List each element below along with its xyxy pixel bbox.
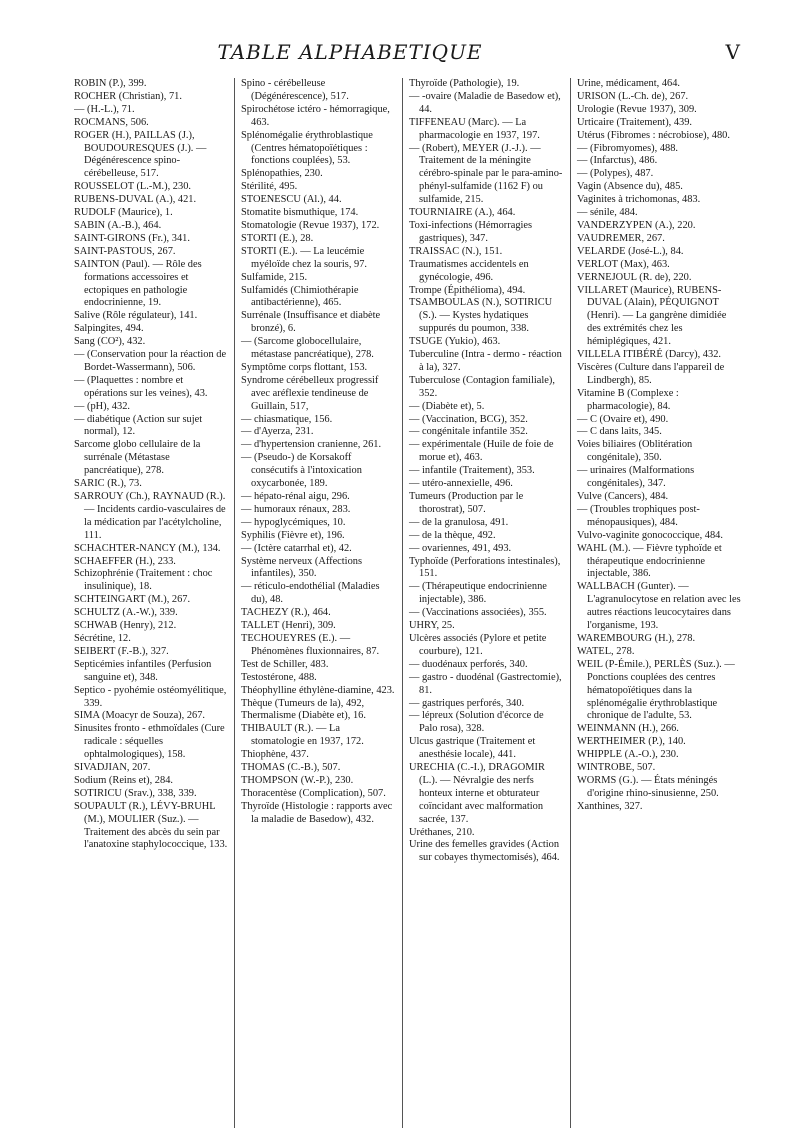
- index-entry: TSUGE (Yukio), 463.: [409, 336, 501, 348]
- index-entry: — de la thèque, 492.: [409, 529, 496, 541]
- index-entry: — (Troubles trophiques post-ménopausiques), 484.: [577, 503, 700, 528]
- index-entry: VILLARET (Maurice), RUBENS-DUVAL (Alain), PÉQUIGNOT (Henri). — La gangrène dimidiée des extrémités chez les hémiplégiques, 421.: [577, 284, 727, 348]
- index-entry: VANDERZYPEN (A.), 220.: [577, 219, 696, 231]
- index-entry: STORTI (E.), 28.: [241, 232, 314, 244]
- index-entry: Voies biliaires (Oblitération congénitale), 350.: [577, 439, 693, 464]
- index-entry: — chiasmatique, 156.: [241, 413, 333, 425]
- index-entry: SCHTEINGART (M.), 267.: [74, 594, 191, 606]
- index-entry: — ovariennes, 491, 493.: [409, 542, 512, 554]
- index-entry: Sarcome globo cellulaire de la surrénale (Métastase pancréatique), 278.: [74, 439, 201, 477]
- index-entry: — sénile, 484.: [577, 207, 638, 219]
- index-entry: THOMAS (C.-B.), 507.: [241, 762, 341, 774]
- index-entry: Tumeurs (Production par le thorostrat), 507.: [409, 491, 524, 515]
- index-entry: Traumatismes accidentels en gynécologie, 496.: [409, 258, 529, 283]
- index-entry: Ulcères associés (Pylore et petite courbure), 121.: [409, 632, 547, 657]
- index-entry: — hypoglycémiques, 10.: [241, 516, 346, 528]
- index-entry: Viscères (Culture dans l'appareil de Lindbergh), 85.: [577, 361, 725, 386]
- index-entry: Utérus (Fibromes : nécrobiose), 480.: [577, 129, 730, 141]
- index-entry: — (Diabète et), 5.: [409, 400, 485, 412]
- index-entry: SOUPAULT (R.), LÉVY-BRUHL (M.), MOULIER (Suz.). — Traitement des abcès du sein par l'anatoxine staphylococcique, 133.: [74, 800, 228, 851]
- index-entry: — (Robert), MEYER (J.-J.). — Traitement de la méningite cérébro-spinale par le para-amino-phényl-sulfamide (1162 F) ou sulfamide, 215.: [409, 142, 563, 206]
- index-entry: Symptôme corps flottant, 153.: [241, 361, 368, 373]
- index-entry: — C dans laits, 345.: [577, 426, 662, 438]
- index-entry: — (Pseudo-) de Korsakoff consécutifs à l'intoxication oxycarbonée, 189.: [241, 452, 362, 490]
- index-entry: SAINTON (Paul). — Rôle des formations accessoires et ectopiques en pathologie endocrinienne, 19.: [74, 258, 202, 309]
- index-entry: SOTIRICU (Srav.), 338, 339.: [74, 787, 197, 799]
- index-entry: Toxi-infections (Hémorragies gastriques), 347.: [409, 219, 533, 244]
- index-entry: — (Vaccination, BCG), 352.: [409, 413, 528, 425]
- index-entry: Tuberculine (Intra - dermo - réaction à la), 327.: [409, 349, 562, 373]
- index-entry: WAREMBOURG (H.), 278.: [577, 632, 696, 644]
- index-entry: SARROUY (Ch.), RAYNAUD (R.). — Incidents cardio-vasculaires de la médication par l'acétylcholine, 111.: [74, 491, 226, 541]
- index-entry: SCHAEFFER (H.), 233.: [74, 555, 176, 567]
- index-entry: Vulve (Cancers), 484.: [577, 491, 669, 502]
- index-entry: — duodénaux perforés, 340.: [409, 658, 528, 670]
- index-entry: Tuberculose (Contagion familiale), 352.: [409, 374, 555, 399]
- index-entry: — d'hypertension cranienne, 261.: [241, 439, 382, 451]
- index-entry: — urinaires (Malformations congénitales), 347.: [577, 465, 695, 490]
- index-entry: Typhoïde (Perforations intestinales), 151.: [409, 555, 561, 580]
- index-entry: Splénomégalie érythroblastique (Centres hématopoïétiques : fonctions couplées), 53.: [241, 129, 373, 167]
- index-entry: Uréthanes, 210.: [409, 826, 475, 838]
- index-entry: — (Thérapeutique endocrinienne injectable), 386.: [409, 581, 547, 606]
- index-entry: Stérilité, 495.: [241, 181, 298, 193]
- index-entry: Splénopathies, 230.: [241, 168, 323, 180]
- page-number: V: [725, 40, 740, 64]
- index-entry: Surrénale (Insuffisance et diabète bronzé), 6.: [241, 310, 381, 335]
- index-entry: Thoracentèse (Complication), 507.: [241, 787, 386, 799]
- index-entry: — gastro - duodénal (Gastrectomie), 81.: [409, 671, 562, 696]
- index-entry: SEIBERT (F.-B.), 327.: [74, 645, 169, 657]
- index-entry: THOMPSON (W.-P.), 230.: [241, 774, 354, 786]
- index-entry: TACHEZY (R.), 464.: [241, 607, 331, 619]
- index-entry: WORMS (G.). — États méningés d'origine rhino-sinusienne, 250.: [577, 774, 719, 799]
- index-entry: Stomatologie (Revue 1937), 172.: [241, 219, 380, 231]
- index-entry: ROBIN (P.), 399.: [74, 78, 147, 89]
- index-entry: Système nerveux (Affections infantiles), 350.: [241, 555, 362, 580]
- index-column-4: [570, 78, 742, 1128]
- index-entry: SIMA (Moacyr de Souza), 267.: [74, 710, 206, 722]
- index-entry: — lépreux (Solution d'écorce de Palo rosa), 328.: [409, 710, 544, 735]
- index-entry: URECHIA (C.-I.), DRAGOMIR (L.). — Névralgie des nerfs honteux interne et obturateur coïncidant avec malformation sacrée, 137.: [409, 762, 545, 825]
- index-entry: WEIL (P-Émile.), PERLÈS (Suz.). — Ponctions couplées des centres hématopoïétiques dans la splénomégalie érythroblastique chronique de l'adulte, 53.: [577, 658, 735, 722]
- index-entry: Xanthines, 327.: [577, 800, 643, 812]
- index-entry: — -ovaire (Maladie de Basedow et), 44.: [409, 90, 561, 115]
- index-entry: Syndrome cérébelleux progressif avec aréflexie tendineuse de Guillain, 517,: [241, 374, 379, 412]
- index-columns: [74, 78, 742, 1128]
- index-entry: Test de Schiller, 483.: [241, 658, 329, 670]
- index-entry: — de la granulosa, 491.: [409, 516, 509, 528]
- index-entry: Thermalisme (Diabète et), 16.: [241, 710, 366, 722]
- index-entry: Testostérone, 488.: [241, 671, 317, 683]
- index-entry: TALLET (Henri), 309.: [241, 620, 336, 632]
- index-entry: — C (Ovaire et), 490.: [577, 413, 669, 425]
- index-entry: Thiophène, 437.: [241, 749, 309, 761]
- index-entry: Sulfamide, 215.: [241, 271, 308, 283]
- index-entry: Sang (CO²), 432.: [74, 336, 146, 348]
- index-entry: RUDOLF (Maurice), 1.: [74, 207, 173, 219]
- index-entry: WATEL, 278.: [577, 645, 635, 657]
- index-entry: TRAISSAC (N.), 151.: [409, 245, 503, 257]
- index-entry: RUBENS-DUVAL (A.), 421.: [74, 194, 197, 206]
- index-entry: — congénitale infantile 352.: [409, 426, 528, 438]
- index-entry: — réticulo-endothélial (Maladies du), 48.: [241, 581, 380, 606]
- index-entry: Spirochétose ictéro - hémorragique, 463.: [241, 103, 390, 128]
- index-entry: STOENESCU (Al.), 44.: [241, 194, 342, 206]
- index-entry: TIFFENEAU (Marc). — La pharmacologie en 1937, 197.: [409, 116, 540, 141]
- index-entry: WERTHEIMER (P.), 140.: [577, 736, 686, 748]
- index-entry: Salive (Rôle régulateur), 141.: [74, 310, 198, 322]
- index-entry: TSAMBOULAS (N.), SOTIRICU (S.). — Kystes hydatiques suppurés du poumon, 338.: [409, 297, 553, 335]
- index-entry: SAINT-PASTOUS, 267.: [74, 245, 176, 257]
- index-entry: — (Vaccinations associées), 355.: [409, 607, 547, 619]
- index-entry: Salpingites, 494.: [74, 323, 144, 335]
- index-entry: Syphilis (Fièvre et), 196.: [241, 529, 345, 541]
- index-entry: — (Infarctus), 486.: [577, 155, 658, 167]
- index-entry: ROGER (H.), PAILLAS (J.), BOUDOURESQUES (J.). — Dégénérescence spino-cérébelleuse, 517.: [74, 129, 207, 180]
- index-entry: — humoraux rénaux, 283.: [241, 503, 351, 515]
- index-entry: STORTI (E.). — La leucémie myéloïde chez la souris, 97.: [241, 245, 367, 270]
- index-entry: Thyroïde (Pathologie), 19.: [409, 78, 520, 89]
- index-entry: Urologie (Revue 1937), 309.: [577, 103, 697, 115]
- index-column-1: [74, 78, 234, 1128]
- index-entry: Urticaire (Traitement), 439.: [577, 116, 693, 128]
- index-entry: — utéro-annexielle, 496.: [409, 478, 513, 490]
- index-entry: TOURNIAIRE (A.), 464.: [409, 207, 516, 219]
- index-entry: Thyroïde (Histologie : rapports avec la maladie de Basedow), 432.: [241, 800, 393, 825]
- index-entry: — (Plaquettes : nombre et opérations sur les veines), 43.: [74, 374, 208, 399]
- running-title: TABLE ALPHABETIQUE: [217, 40, 483, 64]
- index-entry: — (Ictère catarrhal et), 42.: [241, 542, 352, 554]
- index-entry: WEINMANN (H.), 266.: [577, 723, 679, 735]
- index-entry: ROCMANS, 506.: [74, 116, 149, 128]
- index-entry: — gastriques perforés, 340.: [409, 697, 525, 709]
- index-column-3: [402, 78, 570, 1128]
- index-entry: VILLELA ITIBÉRÉ (Darcy), 432.: [577, 349, 721, 361]
- index-entry: — expérimentale (Huile de foie de morue et), 463.: [409, 439, 554, 464]
- index-entry: — (Sarcome globocellulaire, métastase pancréatique), 278.: [241, 336, 374, 361]
- index-entry: — hépato-rénal aigu, 296.: [241, 491, 350, 502]
- index-entry: — (Conservation pour la réaction de Bordet-Wassermann), 506.: [74, 349, 227, 373]
- index-entry: Sinusites fronto - ethmoïdales (Cure radicale : séquelles ophtalmologiques), 158.: [74, 723, 225, 761]
- index-entry: — d'Ayerza, 231.: [241, 426, 314, 438]
- index-entry: Septico - pyohémie ostéomyélitique, 339.: [74, 684, 227, 709]
- index-entry: VERLOT (Max), 463.: [577, 258, 670, 270]
- index-entry: WALLBACH (Gunter). — L'agranulocytose en relation avec les autres réactions leucocytaires dans l'organisme, 193.: [577, 581, 741, 632]
- index-entry: SARIC (R.), 73.: [74, 478, 142, 490]
- index-entry: Sodium (Reins et), 284.: [74, 774, 173, 786]
- index-entry: Vitamine B (Complexe : pharmacologie), 84.: [577, 387, 679, 412]
- index-entry: Sécrétine, 12.: [74, 632, 131, 644]
- index-entry: VERNEJOUL (R. de), 220.: [577, 271, 692, 283]
- index-entry: UHRY, 25.: [409, 620, 455, 632]
- index-entry: Ulcus gastrique (Traitement et anesthésie locale), 441.: [409, 736, 536, 761]
- index-entry: SABIN (A.-B.), 464.: [74, 219, 162, 231]
- index-entry: Urine des femelles gravides (Action sur cobayes thymectomisés), 464.: [409, 839, 560, 864]
- index-column-2: [234, 78, 402, 1128]
- index-entry: VELARDE (José-L.), 84.: [577, 245, 684, 257]
- index-entry: SCHWAB (Henry), 212.: [74, 620, 177, 632]
- index-entry: — (Polypes), 487.: [577, 168, 654, 180]
- index-entry: THIBAULT (R.). — La stomatologie en 1937, 172.: [241, 723, 364, 748]
- index-entry: Vagin (Absence du), 485.: [577, 181, 683, 193]
- index-entry: Schizophrénie (Traitement : choc insulinique), 18.: [74, 568, 213, 593]
- index-entry: Théophylline éthylène-diamine, 423.: [241, 684, 395, 696]
- index-entry: Vulvo-vaginite gonococcique, 484.: [577, 529, 723, 541]
- index-entry: — (pH), 432.: [74, 400, 130, 412]
- index-entry: — diabétique (Action sur sujet normal), 12.: [74, 413, 203, 438]
- index-entry: Trompe (Épithélioma), 494.: [409, 284, 526, 296]
- index-entry: ROCHER (Christian), 71.: [74, 90, 182, 102]
- index-entry: VAUDREMER, 267.: [577, 232, 665, 244]
- index-entry: URISON (L.-Ch. de), 267.: [577, 90, 689, 102]
- index-entry: Stomatite bismuthique, 174.: [241, 207, 359, 219]
- index-entry: Urine, médicament, 464.: [577, 78, 681, 89]
- index-entry: SCHACHTER-NANCY (M.), 134.: [74, 542, 221, 554]
- index-entry: Vaginites à trichomonas, 483.: [577, 194, 701, 206]
- index-entry: Spino - cérébelleuse (Dégénérescence), 517.: [241, 78, 349, 102]
- index-entry: — infantile (Traitement), 353.: [409, 465, 535, 477]
- index-entry: ROUSSELOT (L.-M.), 230.: [74, 181, 191, 193]
- index-entry: SAINT-GIRONS (Fr.), 341.: [74, 232, 190, 244]
- index-entry: Septicémies infantiles (Perfusion sanguine et), 348.: [74, 658, 212, 683]
- index-entry: TECHOUEYRES (E.). — Phénomènes fluxionnaires, 87.: [241, 632, 380, 657]
- index-entry: SIVADJIAN, 207.: [74, 762, 151, 774]
- index-entry: WAHL (M.). — Fièvre typhoïde et thérapeutique endocrinienne injectable, 386.: [577, 542, 722, 580]
- index-entry: Sulfamidés (Chimiothérapie antibactérienne), 465.: [241, 284, 359, 309]
- index-entry: Thèque (Tumeurs de la), 492,: [241, 697, 365, 709]
- index-entry: — (Fibromyomes), 488.: [577, 142, 679, 154]
- index-entry: WHIPPLE (A.-O.), 230.: [577, 749, 679, 761]
- index-entry: SCHULTZ (A.-W.), 339.: [74, 607, 178, 619]
- index-entry: WINTROBE, 507.: [577, 762, 656, 774]
- index-entry: — (H.-L.), 71.: [74, 103, 135, 115]
